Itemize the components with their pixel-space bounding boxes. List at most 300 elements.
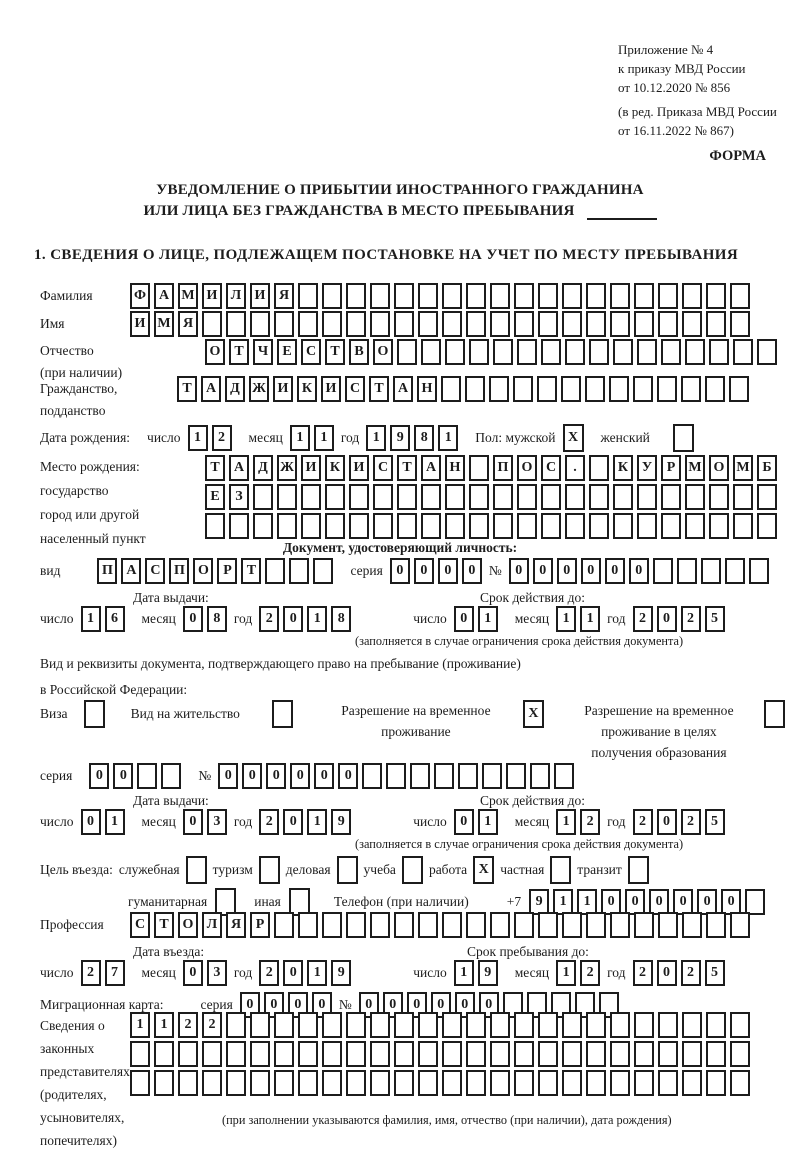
form-cell[interactable]: 1	[188, 425, 208, 451]
form-cell[interactable]: 0	[314, 763, 334, 789]
form-cell[interactable]: С	[541, 455, 561, 481]
form-cell[interactable]	[346, 1012, 366, 1038]
form-cell[interactable]	[130, 1041, 150, 1067]
form-cell[interactable]: 2	[633, 960, 653, 986]
form-cell[interactable]	[469, 484, 489, 510]
form-cell[interactable]: Ч	[253, 339, 273, 365]
form-cell[interactable]: 0	[383, 992, 403, 1018]
form-cell[interactable]: 2	[259, 809, 279, 835]
form-cell[interactable]: 0	[625, 889, 645, 915]
form-cell[interactable]	[658, 912, 678, 938]
form-cell[interactable]: Е	[205, 484, 225, 510]
form-cell[interactable]: Л	[202, 912, 222, 938]
form-cell[interactable]: М	[178, 283, 198, 309]
form-cell[interactable]: 0	[407, 992, 427, 1018]
form-cell[interactable]	[658, 311, 678, 337]
residence-permit-checkbox[interactable]	[272, 700, 293, 728]
form-cell[interactable]	[253, 513, 273, 539]
form-cell[interactable]: А	[229, 455, 249, 481]
form-cell[interactable]: 1	[81, 606, 101, 632]
form-cell[interactable]	[226, 1012, 246, 1038]
form-cell[interactable]: 0	[557, 558, 577, 584]
form-cell[interactable]	[397, 484, 417, 510]
form-cell[interactable]	[289, 558, 309, 584]
form-cell[interactable]: 0	[533, 558, 553, 584]
form-cell[interactable]: А	[421, 455, 441, 481]
form-cell[interactable]: 1	[290, 425, 310, 451]
form-cell[interactable]: 0	[479, 992, 499, 1018]
form-cell[interactable]	[154, 1070, 174, 1096]
form-cell[interactable]	[706, 1070, 726, 1096]
form-cell[interactable]: 0	[581, 558, 601, 584]
form-cell[interactable]	[538, 1012, 558, 1038]
form-cell[interactable]	[458, 763, 478, 789]
form-cell[interactable]	[517, 339, 537, 365]
form-cell[interactable]: 2	[681, 809, 701, 835]
form-cell[interactable]	[661, 339, 681, 365]
form-cell[interactable]: О	[709, 455, 729, 481]
form-cell[interactable]	[325, 513, 345, 539]
form-cell[interactable]: 1	[130, 1012, 150, 1038]
form-cell[interactable]	[349, 484, 369, 510]
form-cell[interactable]: 2	[178, 1012, 198, 1038]
form-cell[interactable]: 7	[105, 960, 125, 986]
form-cell[interactable]: К	[325, 455, 345, 481]
form-cell[interactable]	[506, 763, 526, 789]
form-cell[interactable]	[517, 513, 537, 539]
form-cell[interactable]	[661, 513, 681, 539]
form-cell[interactable]: 0	[629, 558, 649, 584]
form-cell[interactable]	[442, 1070, 462, 1096]
form-cell[interactable]	[322, 311, 342, 337]
form-cell[interactable]: 2	[633, 809, 653, 835]
form-cell[interactable]: 0	[605, 558, 625, 584]
form-cell[interactable]: А	[154, 283, 174, 309]
form-cell[interactable]	[589, 484, 609, 510]
form-cell[interactable]: Т	[241, 558, 261, 584]
form-cell[interactable]: 6	[105, 606, 125, 632]
form-cell[interactable]	[322, 1070, 342, 1096]
form-cell[interactable]: 0	[89, 763, 109, 789]
form-cell[interactable]	[561, 376, 581, 402]
form-cell[interactable]	[634, 1070, 654, 1096]
form-cell[interactable]: М	[685, 455, 705, 481]
temp-residence-checkbox[interactable]: X	[523, 700, 544, 728]
temp-residence-education-checkbox[interactable]	[764, 700, 785, 728]
form-cell[interactable]: 0	[414, 558, 434, 584]
form-cell[interactable]	[469, 455, 489, 481]
form-cell[interactable]: Т	[205, 455, 225, 481]
form-cell[interactable]	[301, 513, 321, 539]
form-cell[interactable]: 3	[207, 809, 227, 835]
form-cell[interactable]	[493, 513, 513, 539]
form-cell[interactable]	[725, 558, 745, 584]
form-cell[interactable]	[554, 763, 574, 789]
form-cell[interactable]	[226, 311, 246, 337]
form-cell[interactable]: 1	[553, 889, 573, 915]
form-cell[interactable]	[565, 484, 585, 510]
form-cell[interactable]: 1	[307, 809, 327, 835]
purpose-business-checkbox[interactable]	[337, 856, 358, 884]
form-cell[interactable]	[705, 376, 725, 402]
form-cell[interactable]	[586, 1070, 606, 1096]
form-cell[interactable]	[537, 376, 557, 402]
form-cell[interactable]: 2	[681, 960, 701, 986]
form-cell[interactable]	[274, 311, 294, 337]
form-cell[interactable]	[514, 1012, 534, 1038]
form-cell[interactable]: Д	[225, 376, 245, 402]
form-cell[interactable]: 3	[207, 960, 227, 986]
form-cell[interactable]: П	[169, 558, 189, 584]
form-cell[interactable]: З	[229, 484, 249, 510]
form-cell[interactable]	[730, 912, 750, 938]
form-cell[interactable]	[441, 376, 461, 402]
form-cell[interactable]: 0	[338, 763, 358, 789]
form-cell[interactable]	[733, 513, 753, 539]
form-cell[interactable]: 0	[431, 992, 451, 1018]
form-cell[interactable]: А	[201, 376, 221, 402]
form-cell[interactable]: 0	[697, 889, 717, 915]
form-cell[interactable]: 9	[478, 960, 498, 986]
form-cell[interactable]: О	[205, 339, 225, 365]
form-cell[interactable]: Р	[250, 912, 270, 938]
form-cell[interactable]: С	[373, 455, 393, 481]
form-cell[interactable]: 5	[705, 606, 725, 632]
form-cell[interactable]: 1	[556, 960, 576, 986]
form-cell[interactable]: 0	[264, 992, 284, 1018]
form-cell[interactable]	[442, 1012, 462, 1038]
form-cell[interactable]	[541, 484, 561, 510]
form-cell[interactable]	[349, 513, 369, 539]
form-cell[interactable]	[298, 1070, 318, 1096]
form-cell[interactable]	[682, 912, 702, 938]
form-cell[interactable]: 0	[81, 809, 101, 835]
form-cell[interactable]	[610, 283, 630, 309]
form-cell[interactable]: 2	[212, 425, 232, 451]
form-cell[interactable]: Н	[417, 376, 437, 402]
form-cell[interactable]	[613, 513, 633, 539]
form-cell[interactable]	[634, 311, 654, 337]
form-cell[interactable]: 1	[307, 960, 327, 986]
form-cell[interactable]	[562, 912, 582, 938]
form-cell[interactable]: 0	[359, 992, 379, 1018]
form-cell[interactable]	[589, 339, 609, 365]
form-cell[interactable]: И	[130, 311, 150, 337]
form-cell[interactable]: 0	[390, 558, 410, 584]
form-cell[interactable]	[658, 1070, 678, 1096]
form-cell[interactable]: 1	[438, 425, 458, 451]
form-cell[interactable]: 2	[633, 606, 653, 632]
form-cell[interactable]: 1	[478, 606, 498, 632]
form-cell[interactable]: 5	[705, 809, 725, 835]
visa-checkbox[interactable]	[84, 700, 105, 728]
form-cell[interactable]	[562, 1012, 582, 1038]
form-cell[interactable]	[178, 1070, 198, 1096]
form-cell[interactable]	[682, 283, 702, 309]
form-cell[interactable]	[589, 455, 609, 481]
form-cell[interactable]: Я	[226, 912, 246, 938]
form-cell[interactable]: 8	[207, 606, 227, 632]
form-cell[interactable]: И	[202, 283, 222, 309]
form-cell[interactable]	[586, 283, 606, 309]
form-cell[interactable]	[490, 311, 510, 337]
form-cell[interactable]	[130, 1070, 150, 1096]
form-cell[interactable]: 9	[529, 889, 549, 915]
form-cell[interactable]	[493, 484, 513, 510]
form-cell[interactable]	[565, 513, 585, 539]
form-cell[interactable]	[677, 558, 697, 584]
form-cell[interactable]	[418, 1041, 438, 1067]
form-cell[interactable]	[538, 912, 558, 938]
form-cell[interactable]: 2	[259, 606, 279, 632]
form-cell[interactable]: О	[373, 339, 393, 365]
form-cell[interactable]	[706, 1041, 726, 1067]
form-cell[interactable]	[394, 1041, 414, 1067]
form-cell[interactable]	[421, 484, 441, 510]
form-cell[interactable]	[634, 283, 654, 309]
form-cell[interactable]	[205, 513, 225, 539]
form-cell[interactable]: .	[565, 455, 585, 481]
form-cell[interactable]	[418, 283, 438, 309]
form-cell[interactable]: 0	[266, 763, 286, 789]
form-cell[interactable]: 0	[657, 809, 677, 835]
form-cell[interactable]	[445, 339, 465, 365]
form-cell[interactable]: И	[349, 455, 369, 481]
form-cell[interactable]	[466, 1012, 486, 1038]
form-cell[interactable]	[250, 1012, 270, 1038]
form-cell[interactable]	[274, 1070, 294, 1096]
form-cell[interactable]: 0	[240, 992, 260, 1018]
form-cell[interactable]	[370, 912, 390, 938]
form-cell[interactable]	[346, 912, 366, 938]
form-cell[interactable]	[277, 484, 297, 510]
form-cell[interactable]	[490, 283, 510, 309]
form-cell[interactable]: 0	[283, 606, 303, 632]
form-cell[interactable]: 2	[259, 960, 279, 986]
form-cell[interactable]	[161, 763, 181, 789]
purpose-official-checkbox[interactable]	[186, 856, 207, 884]
form-cell[interactable]	[490, 912, 510, 938]
form-cell[interactable]	[274, 1012, 294, 1038]
form-cell[interactable]: С	[145, 558, 165, 584]
form-cell[interactable]	[322, 283, 342, 309]
form-cell[interactable]	[250, 1041, 270, 1067]
form-cell[interactable]: 2	[81, 960, 101, 986]
form-cell[interactable]: К	[613, 455, 633, 481]
form-cell[interactable]	[346, 311, 366, 337]
form-cell[interactable]	[538, 311, 558, 337]
form-cell[interactable]	[757, 484, 777, 510]
form-cell[interactable]	[466, 1041, 486, 1067]
form-cell[interactable]: И	[301, 455, 321, 481]
form-cell[interactable]	[681, 376, 701, 402]
form-cell[interactable]	[397, 513, 417, 539]
form-cell[interactable]: 0	[290, 763, 310, 789]
form-cell[interactable]	[706, 1012, 726, 1038]
sex-male-checkbox[interactable]: X	[563, 424, 584, 452]
form-cell[interactable]	[274, 1041, 294, 1067]
form-cell[interactable]	[490, 1012, 510, 1038]
form-cell[interactable]	[370, 1070, 390, 1096]
form-cell[interactable]: С	[345, 376, 365, 402]
form-cell[interactable]	[493, 339, 513, 365]
form-cell[interactable]: В	[349, 339, 369, 365]
purpose-study-checkbox[interactable]	[402, 856, 423, 884]
form-cell[interactable]	[586, 311, 606, 337]
purpose-tourism-checkbox[interactable]	[259, 856, 280, 884]
form-cell[interactable]	[490, 1041, 510, 1067]
form-cell[interactable]	[298, 912, 318, 938]
form-cell[interactable]: А	[121, 558, 141, 584]
form-cell[interactable]: 1	[556, 809, 576, 835]
form-cell[interactable]	[514, 1041, 534, 1067]
form-cell[interactable]	[562, 311, 582, 337]
form-cell[interactable]	[445, 513, 465, 539]
form-cell[interactable]	[538, 283, 558, 309]
form-cell[interactable]	[418, 1070, 438, 1096]
form-cell[interactable]	[730, 1041, 750, 1067]
form-cell[interactable]	[202, 1041, 222, 1067]
form-cell[interactable]	[589, 513, 609, 539]
form-cell[interactable]	[469, 513, 489, 539]
form-cell[interactable]	[137, 763, 157, 789]
form-cell[interactable]	[701, 558, 721, 584]
form-cell[interactable]	[466, 912, 486, 938]
form-cell[interactable]	[682, 1012, 702, 1038]
form-cell[interactable]	[586, 1012, 606, 1038]
form-cell[interactable]	[322, 912, 342, 938]
form-cell[interactable]	[370, 1041, 390, 1067]
form-cell[interactable]	[418, 311, 438, 337]
purpose-work-checkbox[interactable]: X	[473, 856, 494, 884]
form-cell[interactable]	[637, 339, 657, 365]
form-cell[interactable]: 2	[681, 606, 701, 632]
form-cell[interactable]	[277, 513, 297, 539]
form-cell[interactable]: Т	[325, 339, 345, 365]
form-cell[interactable]: У	[637, 455, 657, 481]
form-cell[interactable]	[541, 513, 561, 539]
form-cell[interactable]: 0	[657, 606, 677, 632]
form-cell[interactable]: 0	[312, 992, 332, 1018]
form-cell[interactable]	[469, 339, 489, 365]
form-cell[interactable]	[346, 1041, 366, 1067]
form-cell[interactable]	[637, 513, 657, 539]
form-cell[interactable]	[442, 283, 462, 309]
form-cell[interactable]: 1	[556, 606, 576, 632]
form-cell[interactable]	[709, 513, 729, 539]
form-cell[interactable]	[178, 1041, 198, 1067]
form-cell[interactable]: 0	[462, 558, 482, 584]
form-cell[interactable]: 9	[331, 960, 351, 986]
form-cell[interactable]: 5	[705, 960, 725, 986]
form-cell[interactable]	[541, 339, 561, 365]
form-cell[interactable]: П	[493, 455, 513, 481]
form-cell[interactable]: И	[273, 376, 293, 402]
form-cell[interactable]: 0	[438, 558, 458, 584]
form-cell[interactable]: 0	[288, 992, 308, 1018]
form-cell[interactable]	[274, 912, 294, 938]
form-cell[interactable]: П	[97, 558, 117, 584]
form-cell[interactable]: 1	[478, 809, 498, 835]
form-cell[interactable]: Ф	[130, 283, 150, 309]
form-cell[interactable]	[489, 376, 509, 402]
form-cell[interactable]	[445, 484, 465, 510]
form-cell[interactable]: Ж	[277, 455, 297, 481]
form-cell[interactable]: К	[297, 376, 317, 402]
sex-female-checkbox[interactable]	[673, 424, 694, 452]
form-cell[interactable]	[265, 558, 285, 584]
form-cell[interactable]	[610, 1070, 630, 1096]
form-cell[interactable]	[418, 912, 438, 938]
form-cell[interactable]: О	[178, 912, 198, 938]
form-cell[interactable]: 1	[580, 606, 600, 632]
form-cell[interactable]	[685, 513, 705, 539]
form-cell[interactable]: 0	[649, 889, 669, 915]
form-cell[interactable]: 1	[154, 1012, 174, 1038]
form-cell[interactable]	[490, 1070, 510, 1096]
form-cell[interactable]: 0	[721, 889, 741, 915]
form-cell[interactable]: 0	[283, 960, 303, 986]
form-cell[interactable]	[682, 311, 702, 337]
form-cell[interactable]: 1	[307, 606, 327, 632]
form-cell[interactable]	[633, 376, 653, 402]
form-cell[interactable]	[397, 339, 417, 365]
form-cell[interactable]	[658, 283, 678, 309]
form-cell[interactable]	[362, 763, 382, 789]
form-cell[interactable]: И	[250, 283, 270, 309]
form-cell[interactable]	[657, 376, 677, 402]
form-cell[interactable]	[585, 376, 605, 402]
form-cell[interactable]	[658, 1012, 678, 1038]
form-cell[interactable]	[346, 1070, 366, 1096]
form-cell[interactable]: 1	[105, 809, 125, 835]
form-cell[interactable]	[610, 1012, 630, 1038]
form-cell[interactable]	[682, 1041, 702, 1067]
form-cell[interactable]	[658, 1041, 678, 1067]
form-cell[interactable]: 2	[580, 960, 600, 986]
form-cell[interactable]	[313, 558, 333, 584]
form-cell[interactable]	[394, 1012, 414, 1038]
form-cell[interactable]	[562, 1041, 582, 1067]
form-cell[interactable]	[250, 1070, 270, 1096]
form-cell[interactable]	[749, 558, 769, 584]
form-cell[interactable]	[757, 513, 777, 539]
form-cell[interactable]	[373, 513, 393, 539]
form-cell[interactable]	[514, 1070, 534, 1096]
form-cell[interactable]	[613, 339, 633, 365]
form-cell[interactable]	[394, 912, 414, 938]
form-cell[interactable]: 0	[454, 809, 474, 835]
form-cell[interactable]: 0	[183, 960, 203, 986]
form-cell[interactable]: 0	[673, 889, 693, 915]
form-cell[interactable]	[730, 311, 750, 337]
form-cell[interactable]	[442, 311, 462, 337]
form-cell[interactable]	[729, 376, 749, 402]
form-cell[interactable]: М	[733, 455, 753, 481]
form-cell[interactable]	[394, 311, 414, 337]
form-cell[interactable]	[682, 1070, 702, 1096]
form-cell[interactable]	[634, 912, 654, 938]
form-cell[interactable]	[466, 283, 486, 309]
form-cell[interactable]	[298, 311, 318, 337]
form-cell[interactable]	[466, 311, 486, 337]
form-cell[interactable]	[229, 513, 249, 539]
form-cell[interactable]: 0	[455, 992, 475, 1018]
form-cell[interactable]	[322, 1012, 342, 1038]
form-cell[interactable]: А	[393, 376, 413, 402]
form-cell[interactable]	[706, 912, 726, 938]
form-cell[interactable]: Б	[757, 455, 777, 481]
